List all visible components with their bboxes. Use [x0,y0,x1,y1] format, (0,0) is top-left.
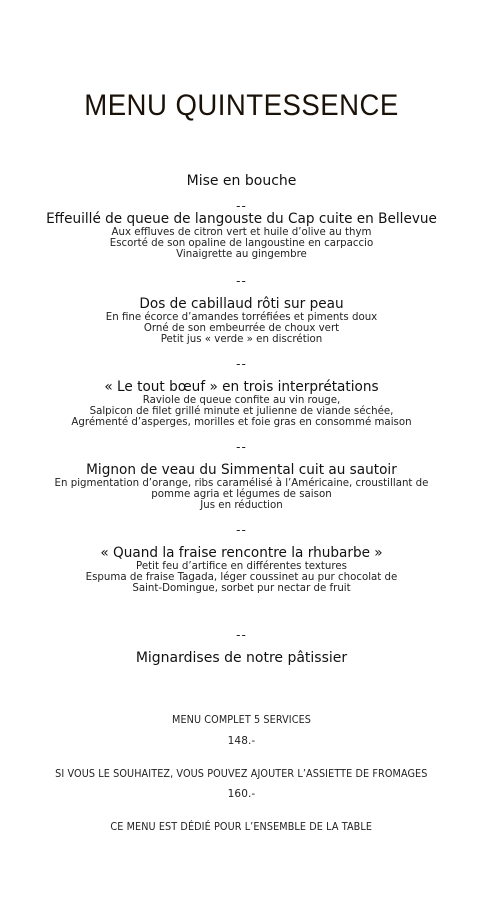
course-title: Mignon de veau du Simmental cuit au sautoir [86,462,397,478]
mignardises-section [0,629,483,667]
course-title: « Le tout bœuf » en trois interprétations [104,379,379,395]
table-note: CE MENU EST DÉDIÉ POUR L’ENSEMBLE DE LA TABLE [110,821,373,833]
course-separator: -- [236,628,247,642]
amuse-bouche: Mise en bouche [186,173,297,189]
course-description-line: Aux effluves de citron vert et huile d’olive au thym [111,226,372,238]
course-description-line: Saint-Domingue, sorbet pur nectar de fruit [132,582,351,594]
course-title: « Quand la fraise rencontre la rhubarbe » [100,545,383,561]
course-description-line: pomme agria et légumes de saison [151,488,332,500]
course-separator: -- [236,523,247,537]
course-description-line: Espuma de fraise Tagada, léger coussinet au pur chocolat de [85,571,398,583]
menu-price: 148.- [227,735,256,747]
course-title: Dos de cabillaud rôti sur peau [139,296,344,312]
cheese-option-label: SI VOUS LE SOUHAITEZ, VOUS POUVEZ AJOUTER L’ASSIETTE DE FROMAGES [55,768,428,780]
course-4 [0,441,483,511]
course-description-line: Petit jus « verde » en discrétion [160,333,323,345]
course-description-line: Salpicon de filet grillé minute et julienne de viande séchée, [89,405,394,417]
course-description-line: Vinaigrette au gingembre [176,248,307,260]
course-description-line: Raviole de queue confite au vin rouge, [142,394,341,406]
course-separator: -- [236,274,247,288]
course-separator: -- [236,357,247,371]
course-description-line: Jus en réduction [200,499,283,511]
mignardises: Mignardises de notre pâtissier [135,650,348,666]
course-2 [0,275,483,345]
course-separator: -- [236,440,247,454]
course-description-line: Agrémenté d’asperges, morilles et foie gras en consommé maison [71,416,412,428]
course-1 [0,200,483,260]
menu-price-label: MENU COMPLET 5 SERVICES [172,714,311,726]
menu-title: MENU QUINTESSENCE [84,89,399,122]
course-title: Effeuillé de queue de langouste du Cap cuite en Bellevue [46,211,437,227]
course-separator: -- [236,199,247,213]
course-3 [0,358,483,428]
course-5 [0,524,483,594]
course-description-line: En fine écorce d’amandes torréfiées et piments doux [105,311,378,323]
course-description-line: Orné de son embeurrée de choux vert [143,322,340,334]
course-description-line: Petit feu d’artifice en différentes textures [136,560,347,572]
cheese-option-price: 160.- [227,788,256,800]
course-description-line: Escorté de son opaline de langoustine en carpaccio [109,237,374,249]
course-description-line: En pigmentation d’orange, ribs caramélisé à l’Américaine, croustillant de [54,477,429,489]
